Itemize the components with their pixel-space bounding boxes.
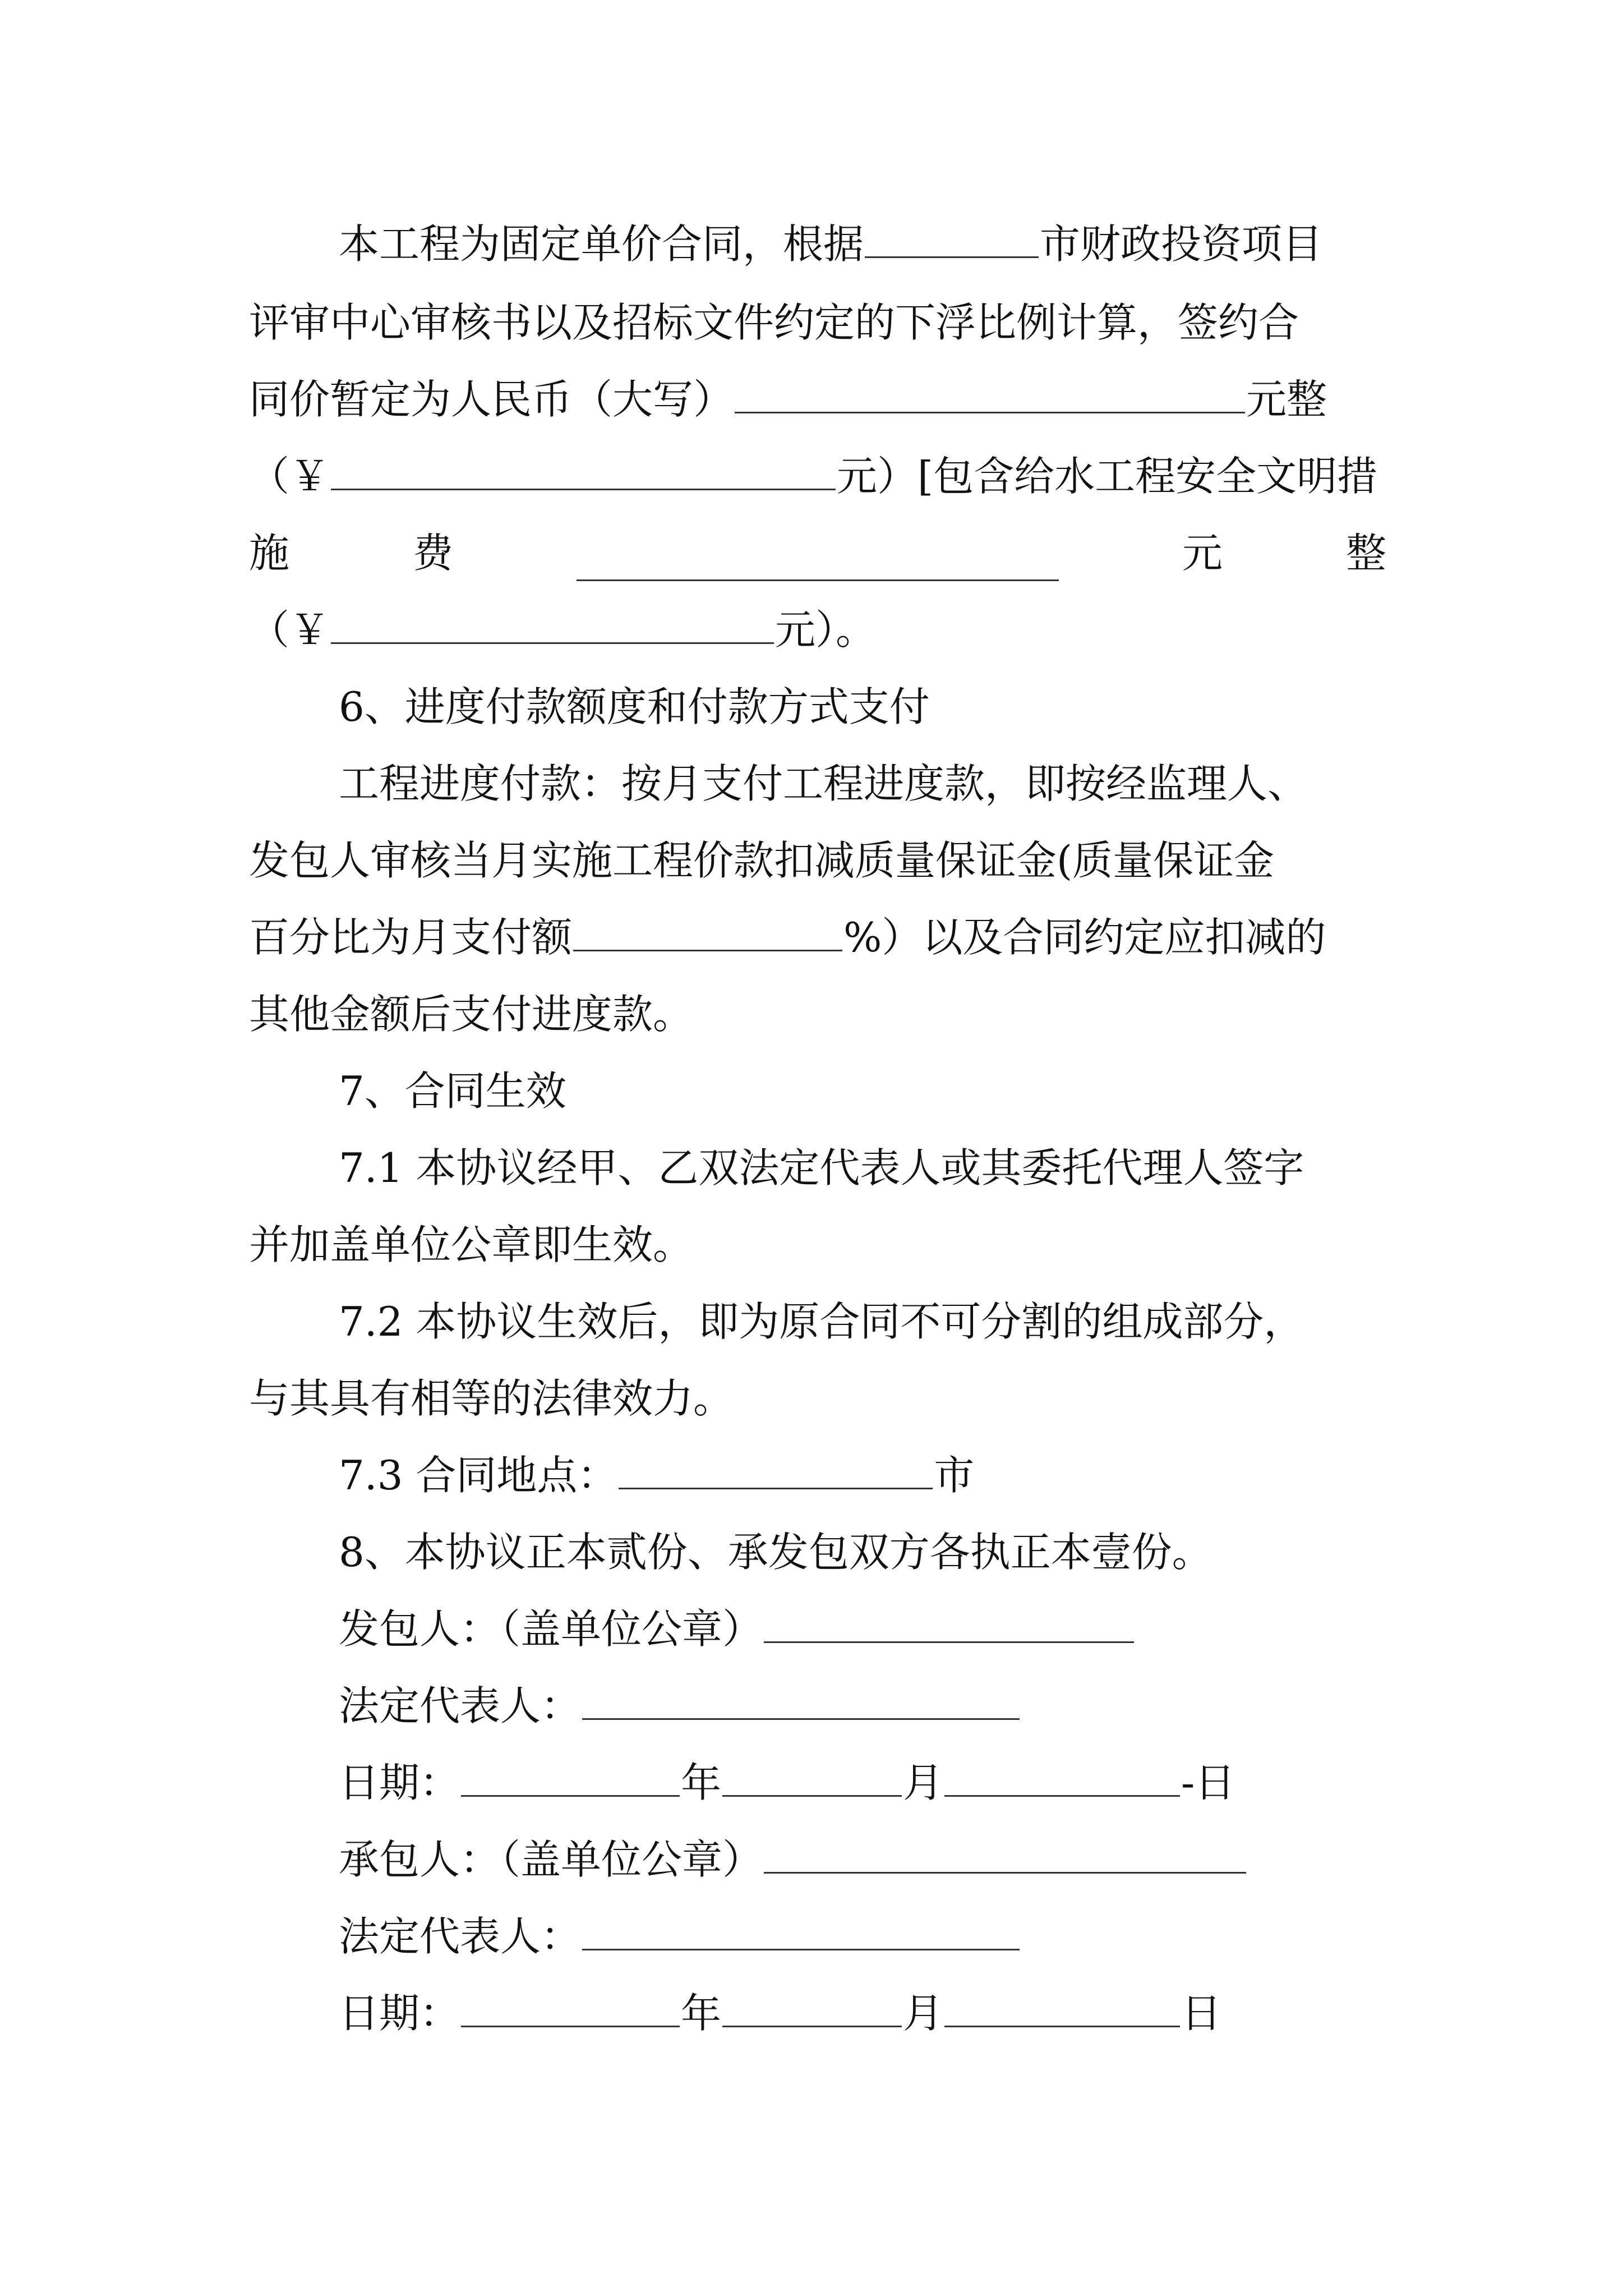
- section-6-line-2: 发包人审核当月实施工程价款扣减质量保证金(质量保证金: [249, 837, 1275, 884]
- section-6-heading: 6、进度付款额度和付款方式支付: [339, 683, 930, 730]
- price-line-3: [249, 371, 1327, 427]
- text: %）以及合同约定应扣减的: [843, 914, 1326, 961]
- employer-date-line: [339, 1755, 1235, 1811]
- text: 法定代表人：: [339, 1682, 582, 1729]
- text: （￥: [249, 453, 330, 500]
- blank-contractor-rep[interactable]: [582, 1910, 1020, 1950]
- text: -日: [1181, 1759, 1235, 1806]
- blank-day[interactable]: [944, 1986, 1180, 2027]
- text: 市: [934, 1452, 975, 1499]
- blank-employer-rep[interactable]: [582, 1679, 1020, 1720]
- blank-percentage[interactable]: [573, 910, 842, 951]
- blank-month[interactable]: [722, 1986, 902, 2027]
- blank-employer-seal[interactable]: [764, 1602, 1134, 1643]
- text: 同价暂定为人民币（大写）: [249, 376, 734, 423]
- text: 年: [681, 1759, 722, 1806]
- blank-year[interactable]: [461, 1986, 680, 2027]
- blank-amount-figures[interactable]: [331, 449, 836, 490]
- blank-contract-place[interactable]: [619, 1448, 933, 1489]
- text: 月: [903, 1990, 944, 2037]
- blank-year[interactable]: [461, 1756, 680, 1797]
- section-6-line-4: 其他金额后支付进度款。: [249, 991, 694, 1038]
- section-6-line-3: [249, 909, 1326, 965]
- section-6-line-1: 工程进度付款：按月支付工程进度款，即按经监理人、: [339, 760, 1308, 807]
- clause-7-3: [339, 1447, 974, 1503]
- text: 承包人：（盖单位公章）: [339, 1836, 763, 1883]
- clause-7-2-line-1: 7.2 本协议生效后，即为原合同不可分割的组成部分，: [339, 1298, 1304, 1345]
- text: 日期：: [339, 1759, 460, 1806]
- blank-safety-fee-words[interactable]: [577, 540, 1059, 581]
- price-line-5: [249, 525, 1386, 581]
- text: 施: [249, 530, 290, 577]
- text: 日期：: [339, 1990, 460, 2037]
- text: 市财政投资项目: [1040, 220, 1323, 268]
- text: 年: [681, 1990, 722, 2037]
- clause-7-2-line-2: 与其具有相等的法律效力。: [249, 1375, 734, 1422]
- text: （￥: [249, 606, 330, 654]
- contractor-seal-line: [339, 1832, 1247, 1888]
- clause-7-1-line-2: 并加盖单位公章即生效。: [249, 1221, 694, 1268]
- section-8-heading: 8、本协议正本贰份、承发包双方各执正本壹份。: [339, 1529, 1212, 1576]
- text: 月: [903, 1759, 944, 1806]
- blank-month[interactable]: [722, 1756, 902, 1797]
- text: 费: [413, 530, 454, 577]
- contractor-rep-line: [339, 1908, 1021, 1964]
- text: 元）[包含给水工程安全文明措: [837, 453, 1378, 500]
- text: 整: [1345, 530, 1386, 577]
- text: 日: [1181, 1990, 1222, 2037]
- price-line-1: [339, 216, 1322, 272]
- blank-day[interactable]: [944, 1756, 1180, 1797]
- blank-safety-fee-figures[interactable]: [331, 603, 774, 644]
- text: 元整: [1246, 376, 1327, 423]
- blank-amount-words[interactable]: [735, 372, 1245, 413]
- text: 法定代表人：: [339, 1913, 582, 1960]
- employer-rep-line: [339, 1678, 1021, 1734]
- section-7-heading: 7、合同生效: [339, 1068, 566, 1115]
- text: 百分比为月支付额: [249, 914, 573, 961]
- text: 本工程为固定单价合同，根据: [339, 220, 864, 268]
- blank-contractor-seal[interactable]: [764, 1833, 1246, 1874]
- price-line-2: 评审中心审核书以及招标文件约定的下浮比例计算，签约合: [249, 299, 1299, 346]
- contractor-date-line: [339, 1985, 1221, 2041]
- text: 7.3 合同地点：: [339, 1452, 618, 1499]
- price-line-6: [249, 602, 876, 658]
- employer-seal-line: [339, 1601, 1135, 1657]
- text: 元）。: [775, 606, 877, 654]
- text: 元: [1182, 530, 1223, 577]
- price-line-4: [249, 448, 1377, 504]
- clause-7-1-line-1: 7.1 本协议经甲、乙双法定代表人或其委托代理人签字: [339, 1144, 1304, 1191]
- text: 发包人：（盖单位公章）: [339, 1605, 763, 1653]
- blank-city[interactable]: [865, 217, 1039, 258]
